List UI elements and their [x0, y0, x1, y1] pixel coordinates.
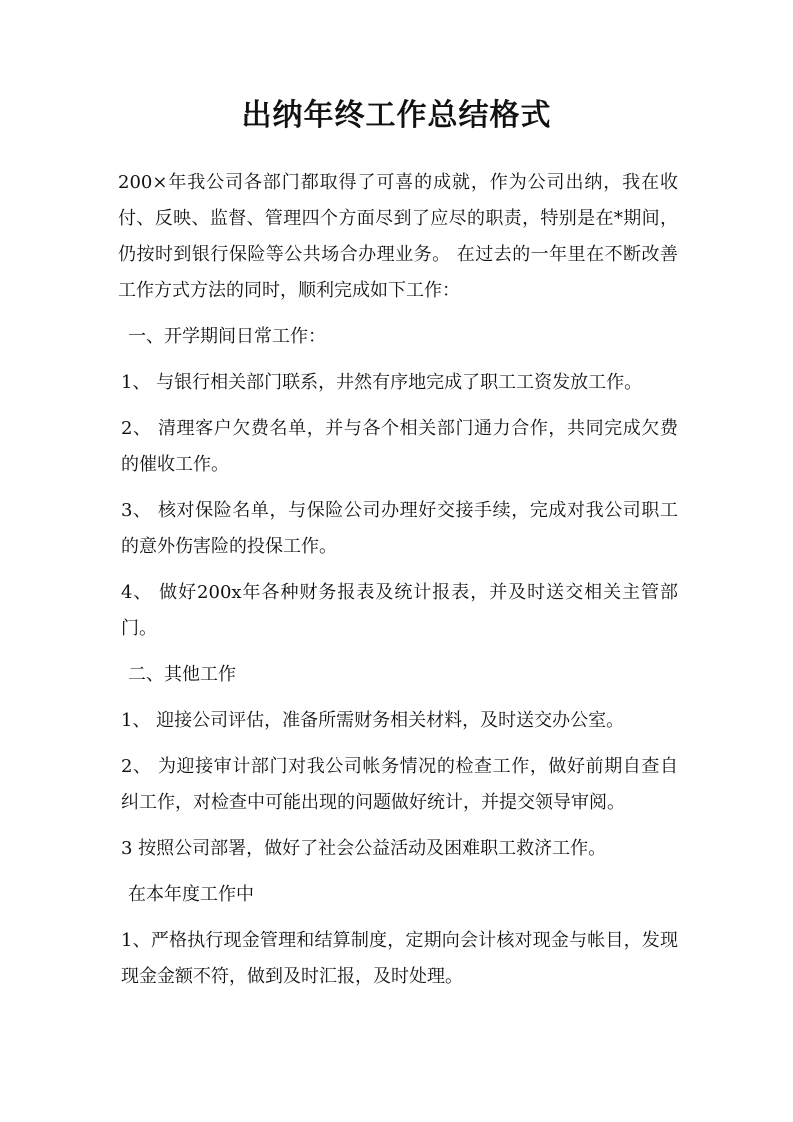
intro-paragraph: 200×年我公司各部门都取得了可喜的成就，作为公司出纳，我在收付、反映、监督、管理四个方面尽到了应尽的职责，特别是在*期间，仍按时到银行保险等公共场合办理业务。 在过去的一年里在不断改善工作方式方法的同时，顺利完成如下工作：: [118, 172, 678, 301]
section-heading-other-work: 二、其他工作: [128, 664, 236, 685]
list-item: 3、 核对保险名单，与保险公司办理好交接手续，完成对我公司职工的意外伤害险的投保工作。: [121, 500, 678, 557]
list-item: 4、 做好200x年各种财务报表及统计报表，并及时送交相关主管部门。: [121, 582, 678, 639]
document-body: [118, 165, 678, 1005]
list-item: 2、 为迎接审计部门对我公司帐务情况的检查工作，做好前期自查自纠工作，对检查中可能出现的问题做好统计，并提交领导审阅。: [121, 756, 678, 813]
document-title: 出纳年终工作总结格式: [241, 98, 552, 133]
list-item: 2、 清理客户欠费名单，并与各个相关部门通力合作，共同完成欠费的催收工作。: [121, 418, 678, 475]
list-item: 3 按照公司部署，做好了社会公益活动及困难职工救济工作。: [121, 838, 607, 859]
list-item: 1、严格执行现金管理和结算制度，定期向会计核对现金与帐目，发现现金金额不符，做到及时汇报，及时处理。: [121, 930, 678, 987]
list-item: 1、 迎接公司评估，准备所需财务相关材料，及时送交办公室。: [121, 710, 625, 731]
section-heading-daily-work: 一、开学期间日常工作：: [128, 326, 326, 347]
section-heading-this-year: 在本年度工作中: [128, 884, 254, 905]
list-item: 1、 与银行相关部门联系，井然有序地完成了职工工资发放工作。: [121, 372, 643, 393]
